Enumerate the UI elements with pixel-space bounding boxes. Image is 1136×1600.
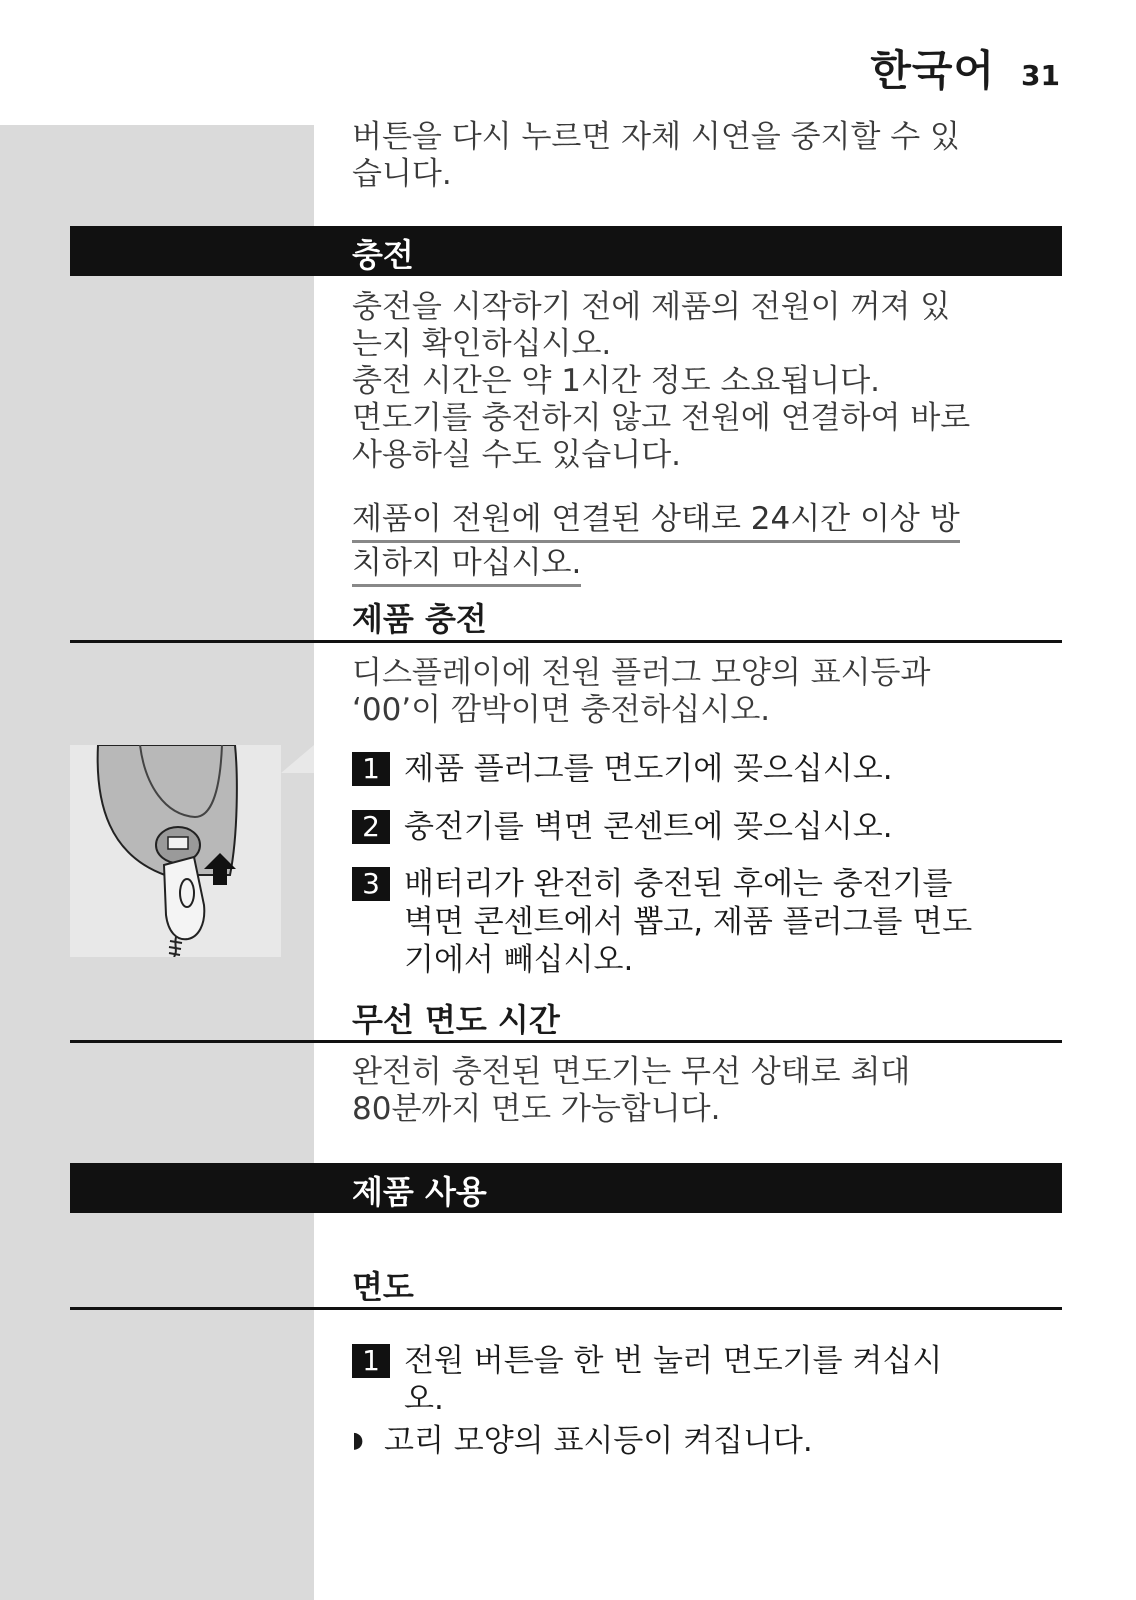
cordless-paragraph xyxy=(352,1054,1072,1128)
step-text: 충전기를 벽면 콘센트에 꽂으십시오. xyxy=(404,809,893,845)
step-number: 1 xyxy=(352,752,390,786)
warning-note xyxy=(352,499,1052,587)
heading-shaving: 면도 xyxy=(352,1268,414,1306)
shaver-plug-illustration xyxy=(70,745,281,957)
warning-line: 치하지 마십시오. xyxy=(352,543,581,587)
step-line: 배터리가 완전히 충전된 후에는 충전기를 xyxy=(404,866,953,902)
page-number: 31 xyxy=(1021,59,1060,92)
charging-line: 사용하실 수도 있습니다. xyxy=(352,437,682,473)
charging-step-2 xyxy=(352,808,1072,846)
step-number: 1 xyxy=(352,1344,390,1378)
step-line: 오. xyxy=(404,1381,444,1417)
charging-product-paragraph xyxy=(352,655,1072,729)
charging-step-3 xyxy=(352,865,1072,979)
illustration-pointer xyxy=(281,745,314,773)
heading-rule xyxy=(70,1307,1062,1310)
shaver-plug-icon xyxy=(70,745,281,957)
shaving-result xyxy=(352,1422,1072,1460)
cordless-line: 80분까지 면도 가능합니다. xyxy=(352,1091,721,1127)
charging-line: 는지 확인하십시오. xyxy=(352,326,612,362)
heading-cordless: 무선 면도 시간 xyxy=(352,1001,560,1039)
step-line: 전원 버튼을 한 번 눌러 면도기를 켜십시 xyxy=(404,1343,943,1379)
step-line: 기에서 빼십시오. xyxy=(404,942,634,978)
section-title: 충전 xyxy=(352,236,414,274)
heading-charging-product: 제품 충전 xyxy=(352,600,487,638)
intro-paragraph xyxy=(352,119,1072,193)
step-number: 2 xyxy=(352,810,390,844)
charging-line: 충전을 시작하기 전에 제품의 전원이 꺼져 있 xyxy=(352,289,951,325)
step-text: 제품 플러그를 면도기에 꽂으십시오. xyxy=(404,751,893,787)
page-header xyxy=(870,38,1060,98)
section-bar-usage xyxy=(70,1163,1062,1213)
charging-paragraph xyxy=(352,289,1072,474)
intro-line: 습니다. xyxy=(352,156,452,192)
step-text xyxy=(404,1342,1072,1418)
charging-step-1 xyxy=(352,750,1072,788)
charging-product-line: ‘00’이 깜박이면 충전하십시오. xyxy=(352,692,771,728)
step-number: 3 xyxy=(352,867,390,901)
charging-product-line: 디스플레이에 전원 플러그 모양의 표시등과 xyxy=(352,655,931,691)
step-text xyxy=(404,865,1072,979)
heading-rule xyxy=(70,1040,1062,1043)
charging-line: 충전 시간은 약 1시간 정도 소요됩니다. xyxy=(352,363,881,399)
cordless-line: 완전히 충전된 면도기는 무선 상태로 최대 xyxy=(352,1054,911,1090)
result-arrow-icon: ◗ xyxy=(352,1428,364,1453)
warning-line: 제품이 전원에 연결된 상태로 24시간 이상 방 xyxy=(352,499,960,543)
heading-rule xyxy=(70,640,1062,643)
step-line: 벽면 콘센트에서 뽑고, 제품 플러그를 면도 xyxy=(404,904,973,940)
intro-line: 버튼을 다시 누르면 자체 시연을 중지할 수 있 xyxy=(352,119,961,155)
language-label: 한국어 xyxy=(870,46,996,95)
result-text: 고리 모양의 표시등이 켜집니다. xyxy=(384,1423,813,1459)
section-bar-charging xyxy=(70,226,1062,276)
charging-line: 면도기를 충전하지 않고 전원에 연결하여 바로 xyxy=(352,400,971,436)
shaving-step-1 xyxy=(352,1342,1072,1418)
section-title: 제품 사용 xyxy=(352,1173,487,1211)
